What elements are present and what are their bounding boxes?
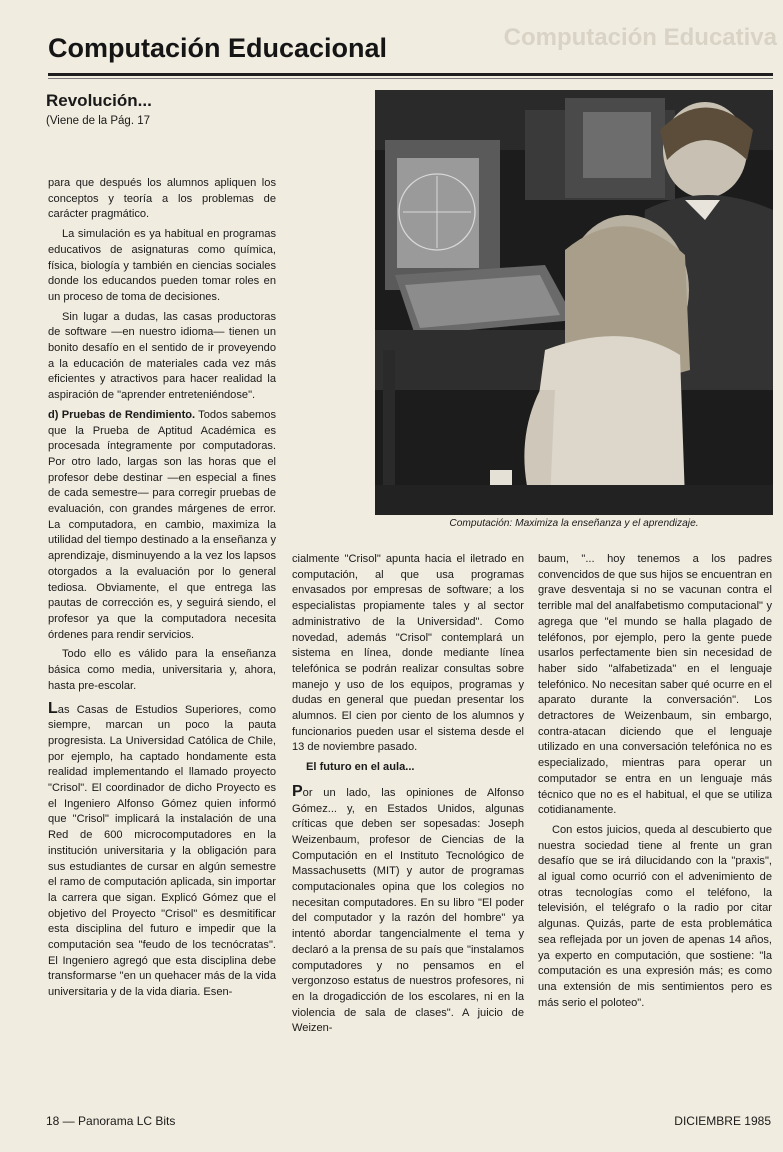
- paragraph: Con estos juicios, queda al descubierto que nuestra sociedad tiene al frente un gran desafío que se irá dilucidando con la "praxis", al igual como ocurrió con el advenimiento de otras tecnologías como el teléfono, la televisión, el telégrafo o la radio por citar algunas. Quizás, parte de esta problemática sea reflejada por un joven de apenas 14 años, ya experto en computación, que sostiene: "la computación es una expresión más; es como una extensión de mis sentimientos pero es más serio el poloteo".: [538, 823, 772, 1009]
- paragraph: baum, "... hoy tenemos a los padres convencidos de que sus hijos se encuentran en grave desventaja si no se vacunan contra el terrible mal del analfabetismo computacional" y agrega que "el mundo se halla plagado de teléfonos, por ejemplo, pero la gente puede usarlos perfectamente bien sin necesidad de haber sido "alfabetizada" en el lenguaje telefónico. No necesitan saber qué ocurre en el aparato durante la conversación". Los detractores de Weizenbaum, sin embargo, contra-atacan diciendo que el lenguaje utilizado en una conversación telefónica no es especializado, mientras para operar un computador se entra en un lenguaje más técnico que no es el habitual, el que se utiliza cotidianamente.: [538, 553, 772, 817]
- section-heading: El futuro en el aula...: [306, 761, 415, 774]
- paragraph-performance-tests: [48, 408, 276, 644]
- text-column-2: [292, 552, 524, 1041]
- paragraph: cialmente "Crisol" apunta hacia el iletrado en computación, al que usa programas envasados por empresas de software; a los especialistas propiamente tales y al sector administrativo de la Universidad". Como novedad, además "Crisol" contemplará un sistema en línea, donde mediante línea telefónica se podrán realizar consultas sobre manejo y uso de los equipos, programas y dudas en general que puedan presentar los alumnos. El cien por ciento de los alumnos y funcionarios pueden usar el sistema desde el 13 de noviembre pasado.: [292, 553, 524, 754]
- drop-cap: L: [48, 699, 58, 717]
- article-heading: Revolución...: [46, 91, 152, 110]
- text-column-3: [538, 552, 772, 1015]
- header-rule: [48, 73, 773, 76]
- paragraph: Sin lugar a dudas, las casas productoras de software —en nuestro idioma— tienen un bonito desafío en el sentido de ir proveyendo a la educación de materiales cada vez más eficientes y atractivos para hacer realidad la aspiración de "aprender entreteniéndose".: [48, 310, 276, 402]
- paragraph-text: as Casas de Estudios Superiores, como siempre, marcan un poco la pauta progresista. La Universidad Católica de Chile, por ejemplo, ha captado hondamente esta realidad implementando el llamado proyecto "Crisol". El coordinador de dicho Proyecto es el Ingeniero Alfonso Gómez quien informó que "Crisol" implicará la instalación de una Red de 600 microcomputadores en la institución universitaria y la obligación para sus estudiantes de cursar en algún semestre el ramo de computación aplicada, sin importar la carrera que sigan. Explicó Gómez que el objetivo del Proyecto "Crisol" es desmitificar esta disciplina del futuro e impedir que la computación sea "feudo de los tecnócratas". El Ingeniero agregó que esta disciplina debe transformarse "en un quehacer más de la vida universitaria y de la vida diaria. Esen-: [48, 703, 276, 999]
- paragraph-future: [292, 784, 524, 1037]
- paragraph-universities: [48, 701, 276, 1001]
- children-at-computer-image: [375, 90, 773, 515]
- text-column-1: [48, 176, 276, 1005]
- continued-from: (Viene de la Pág. 17: [46, 115, 151, 127]
- page-footer-date: DICIEMBRE 1985: [674, 1114, 771, 1128]
- paragraph: La simulación es ya habitual en programas educativos de asignaturas como química, física, biología y también en ciencias sociales donde los educandos pueden tomar roles en un proceso de toma de decisiones.: [48, 228, 276, 303]
- article-photo: [375, 90, 773, 515]
- paragraph: para que después los alumnos apliquen los conceptos y teoría a los problemas de carácter pragmático.: [48, 177, 276, 221]
- photo-caption: Computación: Maximiza la enseñanza y el aprendizaje.: [449, 518, 699, 529]
- run-in-heading: d) Pruebas de Rendimiento.: [48, 408, 196, 421]
- header-rule-thin: [48, 78, 773, 79]
- paragraph: Todo ello es válido para la enseñanza básica como media, universitaria y, ahora, hasta pre-escolar.: [48, 648, 276, 692]
- paragraph-text: Todos sabemos que la Prueba de Aptitud Académica es procesada íntegramente por computadoras. Por otro lado, largas son las horas que el profesor debe destinar —en especial a fines de cada semestre— para corregir pruebas de evaluación, con grandes márgenes de error. La computadora, en cambio, maximiza la utilidad del tiempo destinado a la enseñanza y aprendizaje, disminuyendo a la vez los lapsos otorgados a la evaluación por lo general tediosa. Obviamente, el que entrega las pautas de corrección es, y seguirá siendo, el profesor ya que la computadora necesita órdenes para rendir servicios.: [48, 408, 276, 641]
- drop-cap: P: [292, 782, 303, 800]
- page-title: Computación Educacional: [48, 33, 388, 63]
- page-footer-folio: 18 — Panorama LC Bits: [46, 1114, 176, 1128]
- paragraph-text: or un lado, las opiniones de Alfonso Gómez... y, en Estados Unidos, algunas críticas que deben ser sopesadas: Joseph Weizenbaum, profesor de Ciencias de la Computación en el Instituto Tecnológico de Massachusetts (MIT) y autor de programas computacionales opina que los colegios no necesitan computadores. En su libro "El poder del computador y la razón del hombre" ya intentó abordar tangencialmente el tema y declaró a la prensa de su país que "instalamos computadores y no pensamos en el vergonzoso estatus de nuestros profesores, ni en la drogadicción de los escolares, ni en la violencia de sala de clases". A juicio de Weizen-: [292, 786, 524, 1035]
- bleed-through-title: Computación Educativa: [503, 24, 777, 51]
